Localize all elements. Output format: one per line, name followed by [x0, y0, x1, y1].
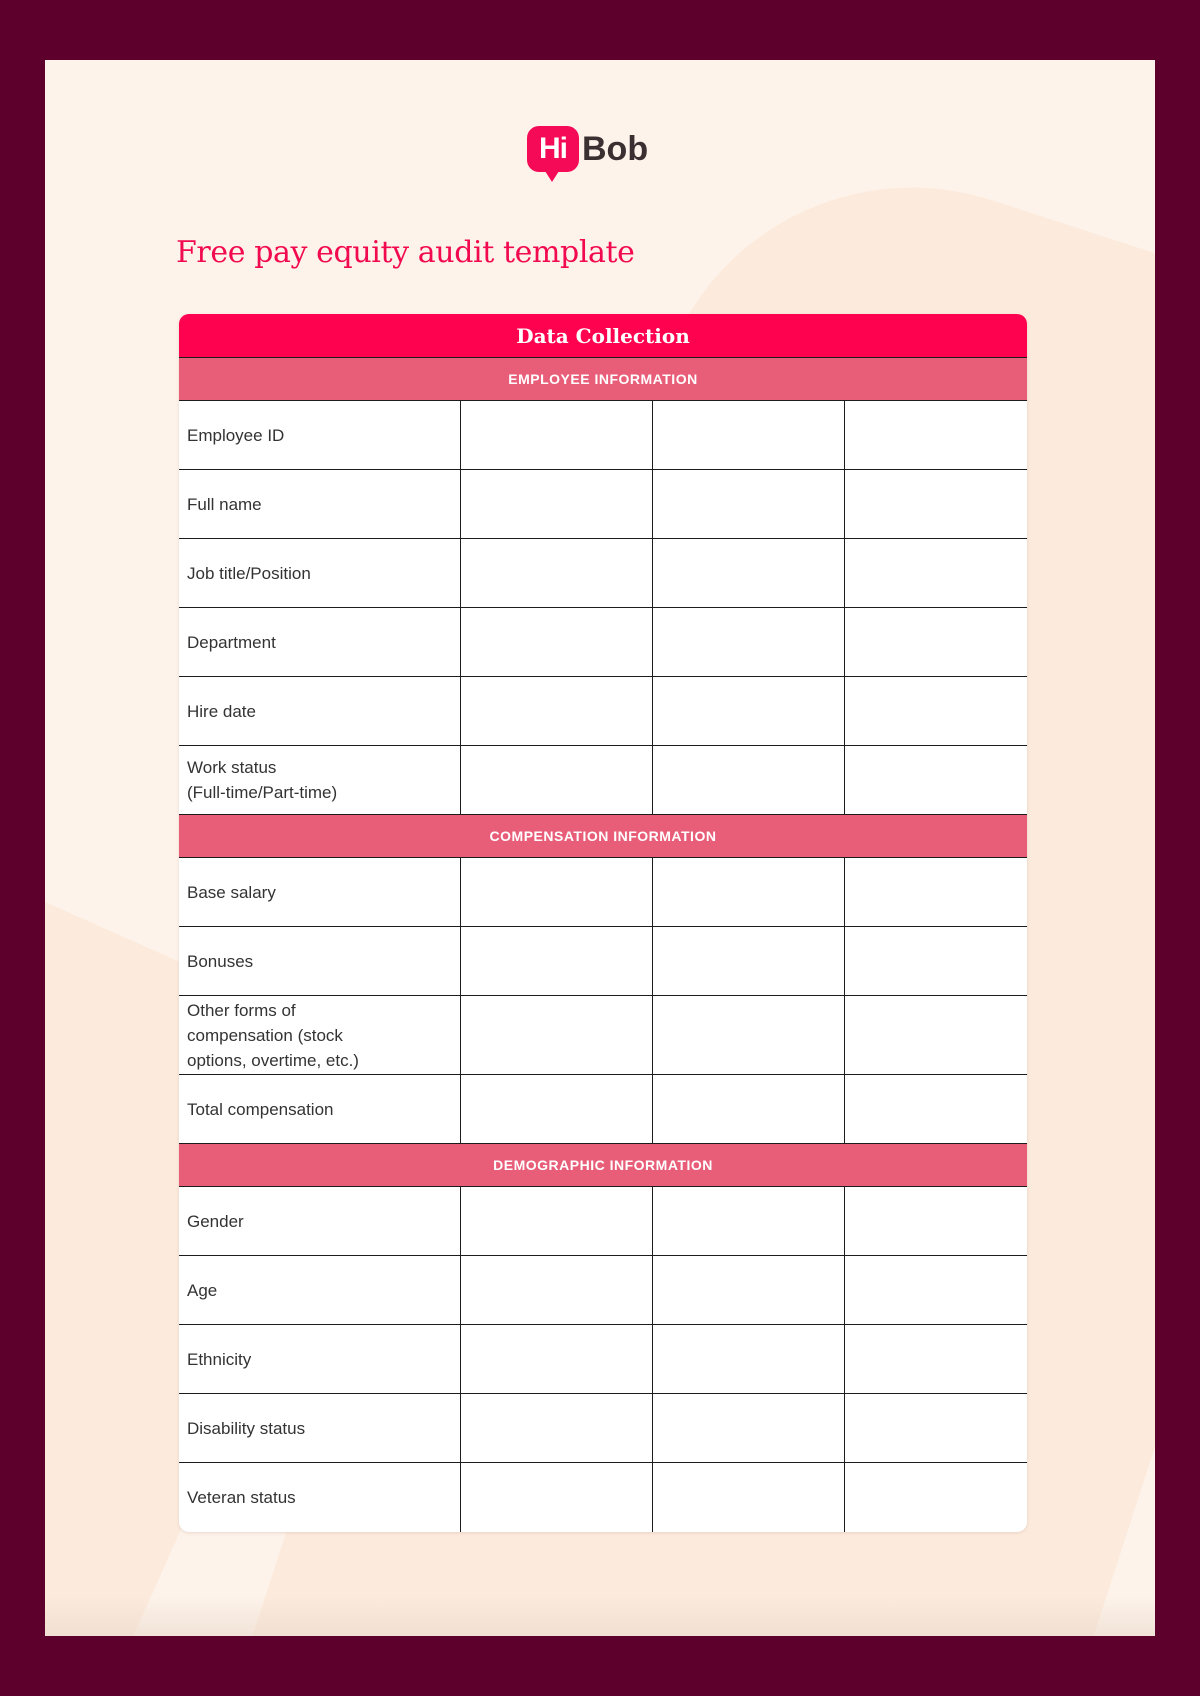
- table-cell: [461, 608, 653, 676]
- table-row: [179, 539, 1027, 608]
- section-header-compensation: COMPENSATION INFORMATION: [179, 815, 1027, 858]
- row-label: Hire date: [179, 677, 461, 745]
- table-row: [179, 677, 1027, 746]
- table-cell: [845, 1075, 1027, 1143]
- table-cell: [653, 1463, 845, 1532]
- document-page: [45, 60, 1155, 1636]
- table-cell: [653, 401, 845, 469]
- table-row: [179, 1325, 1027, 1394]
- table-cell: [461, 1325, 653, 1393]
- table-cell: [461, 401, 653, 469]
- table-row: [179, 608, 1027, 677]
- table-row: [179, 858, 1027, 927]
- data-collection-table: [179, 314, 1027, 1532]
- table-row: [179, 927, 1027, 996]
- table-cell: [461, 1256, 653, 1324]
- table-row: [179, 1463, 1027, 1532]
- table-cell: [653, 539, 845, 607]
- section-header-demographic: DEMOGRAPHIC INFORMATION: [179, 1144, 1027, 1187]
- hibob-logo: [527, 126, 648, 172]
- row-label: Work status (Full-time/Part-time): [179, 746, 461, 814]
- table-cell: [461, 1394, 653, 1462]
- table-cell: [845, 1256, 1027, 1324]
- row-label: Total compensation: [179, 1075, 461, 1143]
- page-shadow: [45, 1596, 1155, 1636]
- row-label: Disability status: [179, 1394, 461, 1462]
- table-cell: [653, 677, 845, 745]
- table-cell: [653, 608, 845, 676]
- row-label: Bonuses: [179, 927, 461, 995]
- table-row: [179, 401, 1027, 470]
- table-cell: [461, 677, 653, 745]
- table-cell: [653, 858, 845, 926]
- table-cell: [845, 1394, 1027, 1462]
- row-label: Gender: [179, 1187, 461, 1255]
- table-cell: [845, 539, 1027, 607]
- table-cell: [461, 927, 653, 995]
- table-cell: [653, 746, 845, 814]
- table-row: [179, 996, 1027, 1075]
- table-cell: [461, 470, 653, 538]
- logo-wordmark: Bob: [582, 129, 649, 168]
- logo-speech-bubble-icon: Hi: [527, 126, 579, 172]
- table-cell: [461, 746, 653, 814]
- table-row: [179, 1256, 1027, 1325]
- row-label: Other forms of compensation (stock options, overtime, etc.): [179, 996, 461, 1074]
- table-cell: [653, 470, 845, 538]
- row-label: Base salary: [179, 858, 461, 926]
- section-header-employee: EMPLOYEE INFORMATION: [179, 358, 1027, 401]
- table-cell: [845, 1325, 1027, 1393]
- table-cell: [845, 677, 1027, 745]
- table-cell: [845, 608, 1027, 676]
- table-cell: [461, 1187, 653, 1255]
- row-label: Veteran status: [179, 1463, 461, 1532]
- table-cell: [461, 539, 653, 607]
- table-cell: [845, 1187, 1027, 1255]
- table-row: [179, 470, 1027, 539]
- row-label: Ethnicity: [179, 1325, 461, 1393]
- table-cell: [845, 858, 1027, 926]
- row-label: Department: [179, 608, 461, 676]
- row-label: Job title/Position: [179, 539, 461, 607]
- table-row: [179, 746, 1027, 815]
- row-label: Employee ID: [179, 401, 461, 469]
- table-cell: [653, 927, 845, 995]
- table-cell: [653, 996, 845, 1074]
- table-row: [179, 1394, 1027, 1463]
- table-cell: [845, 927, 1027, 995]
- table-cell: [653, 1187, 845, 1255]
- table-row: [179, 1187, 1027, 1256]
- table-cell: [653, 1256, 845, 1324]
- row-label: Age: [179, 1256, 461, 1324]
- table-cell: [845, 996, 1027, 1074]
- table-cell: [653, 1325, 845, 1393]
- table-cell: [845, 1463, 1027, 1532]
- table-cell: [845, 746, 1027, 814]
- page-title: Free pay equity audit template: [176, 235, 635, 270]
- table-cell: [845, 470, 1027, 538]
- table-cell: [845, 401, 1027, 469]
- table-cell: [461, 996, 653, 1074]
- row-label: Full name: [179, 470, 461, 538]
- table-row: [179, 1075, 1027, 1144]
- table-cell: [653, 1075, 845, 1143]
- table-cell: [461, 858, 653, 926]
- table-cell: [461, 1463, 653, 1532]
- table-cell: [461, 1075, 653, 1143]
- table-cell: [653, 1394, 845, 1462]
- table-header: Data Collection: [179, 314, 1027, 358]
